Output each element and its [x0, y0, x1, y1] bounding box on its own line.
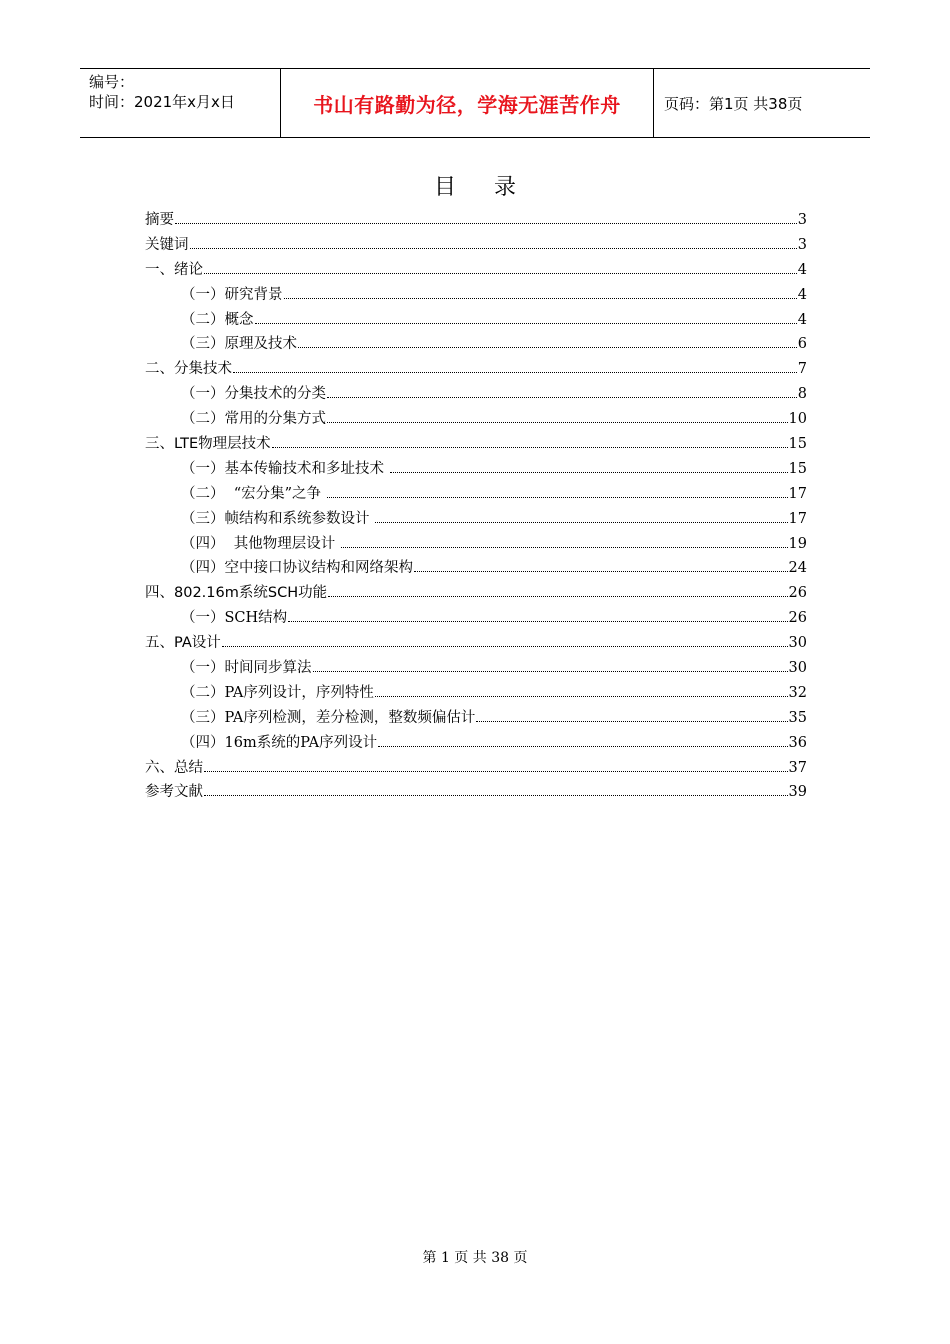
toc-entry[interactable]: [145, 208, 807, 233]
toc-entry[interactable]: [145, 457, 807, 482]
toc-entry-title: （三）PA序列检测，差分检测，整数频偏估计: [181, 709, 476, 726]
toc-entry[interactable]: [145, 532, 807, 557]
toc-entry-page: 30: [788, 635, 807, 652]
toc-entry-page: 15: [788, 436, 807, 453]
toc-entry-page: 32: [788, 684, 807, 701]
toc-entry[interactable]: [145, 606, 807, 631]
toc-dot-leader: [375, 696, 788, 697]
toc-entry-page: 17: [788, 510, 807, 527]
toc-entry[interactable]: [145, 258, 807, 283]
toc-entry-title: （一）分集技术的分类: [181, 386, 326, 403]
time-label: 时间：2021年x月x日: [89, 93, 235, 111]
toc-entry-page: 39: [788, 784, 807, 801]
toc-entry-title: 五、PA设计: [145, 635, 221, 652]
page-footer: 第 1 页 共 38 页: [422, 1250, 528, 1266]
toc-dot-leader: [204, 273, 797, 274]
toc-entry[interactable]: [145, 656, 807, 681]
toc-entry-page: 7: [797, 361, 807, 378]
toc-entry-title: （二）常用的分集方式: [181, 411, 326, 428]
header-motto: 书山有路勤为径，学海无涯苦作舟: [281, 69, 654, 137]
toc-entry[interactable]: [145, 556, 807, 581]
toc-entry[interactable]: [145, 706, 807, 731]
toc-entry[interactable]: [145, 631, 807, 656]
toc-entry[interactable]: [145, 507, 807, 532]
toc-entry[interactable]: [145, 308, 807, 333]
toc-entry[interactable]: [145, 382, 807, 407]
toc-dot-leader: [327, 397, 797, 398]
toc-entry-title: （一）研究背景: [181, 286, 283, 303]
toc-entry[interactable]: [145, 407, 807, 432]
toc-entry-title: （二） “宏分集”之争: [181, 485, 326, 502]
toc-entry-title: 一、绪论: [145, 261, 203, 278]
toc-entry[interactable]: [145, 780, 807, 805]
toc-entry-title: （四）空中接口协议结构和网络架构: [181, 560, 413, 577]
toc-entry-title: 关键词: [145, 236, 189, 253]
toc-entry-page: 17: [788, 485, 807, 502]
toc-entry-page: 3: [797, 212, 807, 228]
toc-entry[interactable]: [145, 731, 807, 756]
toc-entry-title: 二、分集技术: [145, 361, 232, 378]
toc-entry-page: 30: [788, 660, 807, 677]
toc-entry[interactable]: [145, 283, 807, 308]
toc-dot-leader: [204, 771, 788, 772]
toc-title: 目录: [433, 175, 554, 200]
number-label: 编号：: [89, 73, 135, 91]
toc-entry[interactable]: [145, 581, 807, 606]
toc-dot-leader: [284, 298, 797, 299]
toc-dot-leader: [222, 646, 788, 647]
toc-dot-leader: [327, 422, 788, 423]
toc-entry-title: （一）时间同步算法: [181, 660, 312, 677]
toc-entry[interactable]: [145, 332, 807, 357]
toc-entry-page: 4: [797, 311, 807, 328]
header-left-cell: [80, 69, 281, 137]
toc-dot-leader: [414, 571, 788, 572]
toc-dot-leader: [313, 671, 788, 672]
toc-entry-title: 六、总结: [145, 759, 203, 776]
toc-dot-leader: [175, 223, 797, 224]
toc-entry-title: （四） 其他物理层设计: [181, 535, 340, 552]
toc-entry-title: 四、802.16m系统SCH功能: [145, 585, 328, 602]
toc-entry-page: 8: [797, 386, 807, 403]
toc-entry[interactable]: [145, 233, 807, 258]
table-of-contents: [145, 208, 807, 805]
toc-entry-title: （一）SCH结构: [181, 610, 288, 627]
toc-dot-leader: [288, 621, 787, 622]
toc-entry-title: 参考文献: [145, 784, 203, 801]
toc-entry-title: （二）PA序列设计，序列特性: [181, 684, 374, 701]
toc-entry-page: 4: [797, 286, 807, 303]
toc-entry-page: 3: [797, 236, 807, 253]
toc-entry-title: （三）帧结构和系统参数设计: [181, 510, 375, 527]
toc-dot-leader: [190, 248, 797, 249]
toc-entry[interactable]: [145, 681, 807, 706]
toc-entry-page: 37: [788, 759, 807, 776]
toc-entry-page: 24: [788, 560, 807, 577]
page-header: [80, 68, 870, 138]
toc-dot-leader: [233, 372, 797, 373]
toc-entry-page: 10: [788, 411, 807, 428]
toc-entry-page: 26: [788, 585, 807, 602]
toc-entry-page: 35: [788, 709, 807, 726]
toc-entry[interactable]: [145, 432, 807, 457]
toc-entry-title: （一）基本传输技术和多址技术: [181, 460, 389, 477]
toc-dot-leader: [390, 472, 788, 473]
toc-entry[interactable]: [145, 756, 807, 781]
toc-entry-title: （三）原理及技术: [181, 336, 297, 353]
toc-dot-leader: [476, 721, 787, 722]
header-page-info: 页码：第1页 共38页: [664, 94, 803, 113]
toc-dot-leader: [272, 447, 788, 448]
toc-dot-leader: [375, 522, 787, 523]
toc-entry-title: （二）概念: [181, 311, 254, 328]
toc-entry-page: 4: [797, 261, 807, 278]
toc-entry-page: 26: [788, 610, 807, 627]
toc-dot-leader: [298, 347, 797, 348]
toc-entry[interactable]: [145, 357, 807, 382]
toc-entry-title: （四）16m系统的PA序列设计: [181, 734, 378, 751]
toc-dot-leader: [378, 746, 787, 747]
toc-entry-page: 15: [788, 460, 807, 477]
toc-entry-title: 三、LTE物理层技术: [145, 436, 271, 453]
toc-entry-page: 6: [797, 336, 807, 353]
toc-dot-leader: [204, 795, 788, 796]
toc-dot-leader: [255, 323, 797, 324]
toc-dot-leader: [327, 497, 788, 498]
toc-entry-title: 摘要: [145, 212, 174, 228]
toc-entry-page: 36: [788, 734, 807, 751]
toc-dot-leader: [341, 547, 788, 548]
toc-dot-leader: [328, 596, 787, 597]
toc-entry[interactable]: [145, 482, 807, 507]
toc-entry-page: 19: [788, 535, 807, 552]
